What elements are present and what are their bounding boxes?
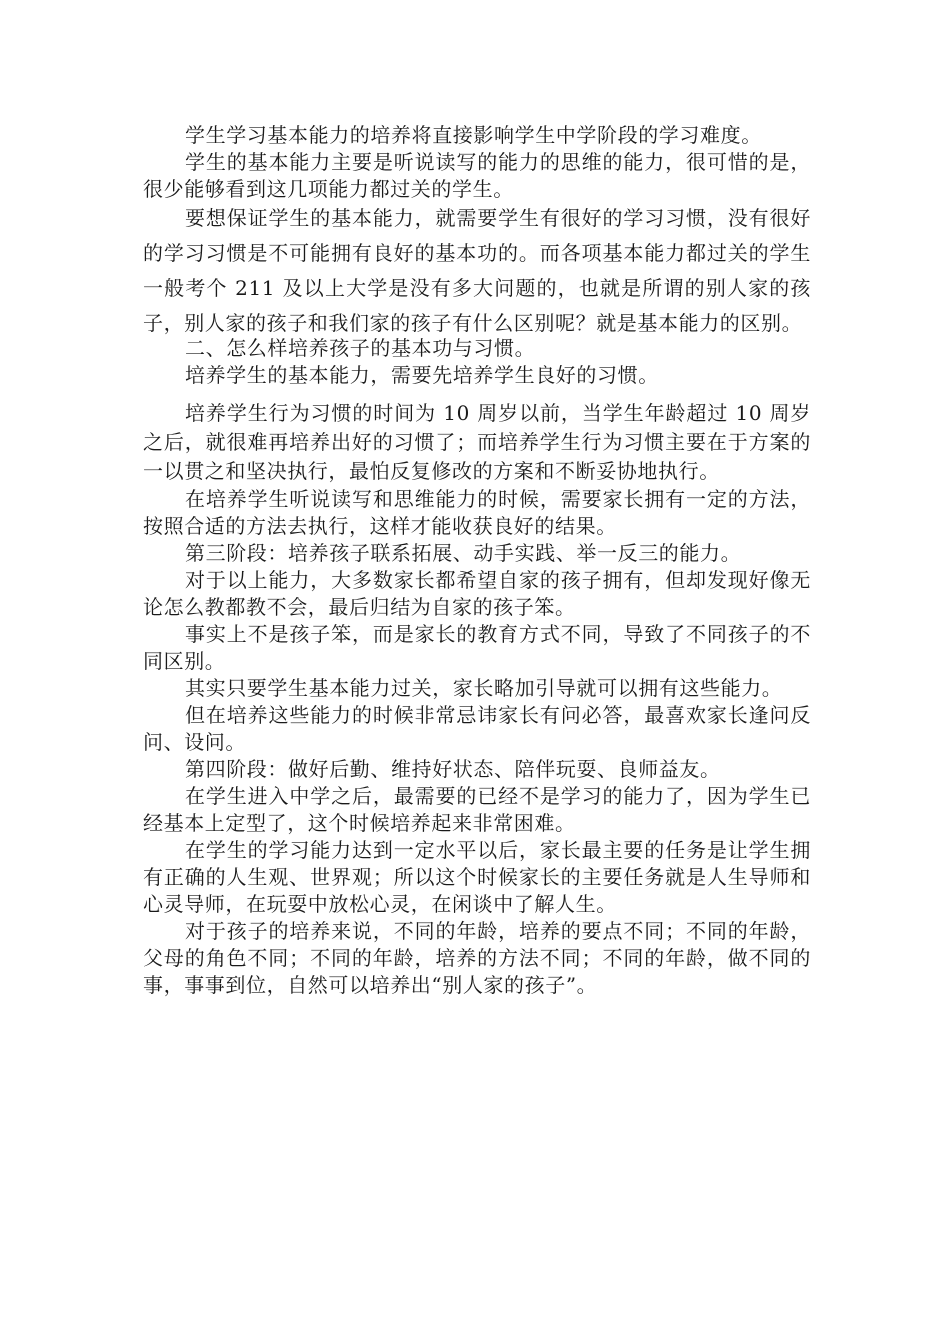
paragraph: 在学生的学习能力达到一定水平以后，家长最主要的任务是让学生拥有正确的人生观、世界观；所以这个时候家长的主要任务就是人生导师和心灵导师，在玩耍中放松心灵，在闲谈中了解人生。 bbox=[143, 838, 811, 916]
paragraph: 要想保证学生的基本能力，就需要学生有很好的学习习惯，没有很好的学习习惯是不可能拥有良好的基本功的。而各项基本能力都过关的学生一般考个 211 及以上大学是没有多大问题的，也就是所谓的别人家的孩子，别人家的孩子和我们家的孩子有什么区别呢？就是基本能力的区别。 bbox=[143, 206, 811, 335]
paragraph: 在培养学生听说读写和思维能力的时候，需要家长拥有一定的方法，按照合适的方法去执行，这样才能收获良好的结果。 bbox=[143, 487, 811, 538]
section-heading: 第三阶段：培养孩子联系拓展、动手实践、举一反三的能力。 bbox=[185, 541, 742, 565]
paragraph: 其实只要学生基本能力过关，家长略加引导就可以拥有这些能力。 bbox=[185, 676, 783, 700]
paragraph: 培养学生行为习惯的时间为 10 周岁以前，当学生年龄超过 10 周岁之后，就很难再培养出好的习惯了；而培养学生行为习惯主要在于方案的一以贯之和坚决执行，最怕反复修改的方案和不断妥协地执行。 bbox=[143, 401, 811, 483]
document-body bbox=[143, 122, 811, 999]
section-heading: 二、怎么样培养孩子的基本功与习惯。 bbox=[185, 336, 536, 360]
paragraph: 但在培养这些能力的时候非常忌讳家长有问必答，最喜欢家长逢问反问、设问。 bbox=[143, 703, 811, 754]
paragraph: 事实上不是孩子笨，而是家长的教育方式不同，导致了不同孩子的不同区别。 bbox=[143, 622, 811, 673]
paragraph: 学生学习基本能力的培养将直接影响学生中学阶段的学习难度。 bbox=[185, 123, 762, 147]
section-heading: 第四阶段：做好后勤、维持好状态、陪伴玩耍、良师益友。 bbox=[185, 757, 721, 781]
paragraph: 对于孩子的培养来说，不同的年龄，培养的要点不同；不同的年龄，父母的角色不同；不同的年龄，培养的方法不同；不同的年龄，做不同的事，事事到位，自然可以培养出“别人家的孩子”。 bbox=[143, 919, 811, 997]
paragraph: 培养学生的基本能力，需要先培养学生良好的习惯。 bbox=[185, 363, 659, 387]
paragraph: 学生的基本能力主要是听说读写的能力的思维的能力，很可惜的是，很少能够看到这几项能力都过关的学生。 bbox=[143, 150, 811, 201]
paragraph: 对于以上能力，大多数家长都希望自家的孩子拥有，但却发现好像无论怎么教都教不会，最后归结为自家的孩子笨。 bbox=[143, 568, 811, 619]
paragraph: 在学生进入中学之后，最需要的已经不是学习的能力了，因为学生已经基本上定型了，这个时候培养起来非常困难。 bbox=[143, 784, 811, 835]
